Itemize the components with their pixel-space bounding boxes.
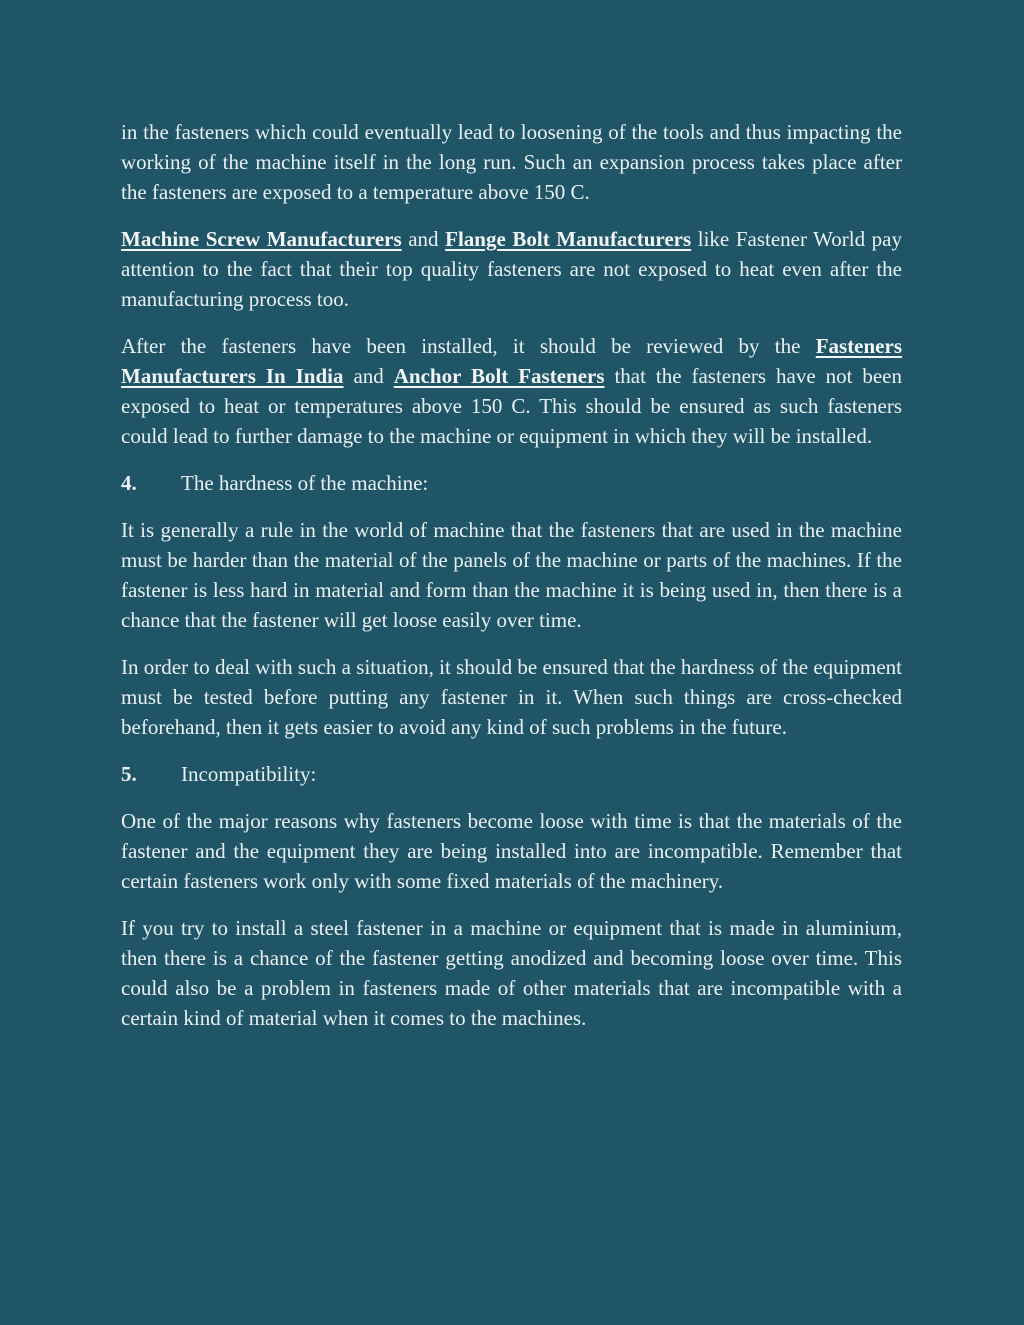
list-item-incompatibility — [121, 759, 902, 789]
link-fasteners-manufacturers-in-india[interactable]: Fasteners Manufacturers In India — [121, 334, 902, 388]
paragraph-text: that the fasteners have not been exposed to heat or temperatures above 150 C. This should be ensured as such fasteners could lead to further damage to the machine or equipment in which they will be installed. — [121, 364, 903, 448]
paragraph-hardness-testing: In order to deal with such a situation, it should be ensured that the hardness of the equipment must be tested before putting any fastener in it. When such things are cross-checked beforehand, then it gets easier to avoid any kind of such problems in the future. — [121, 655, 902, 739]
paragraph-text: and — [343, 364, 394, 388]
paragraph-hardness-rule: It is generally a rule in the world of machine that the fasteners that are used in the machine must be harder than the material of the panels of the machine or parts of the machines. If the fastener is less hard in material and form than the machine it is being used in, then there is a chance that the fastener will get loose easily over time. — [121, 518, 902, 632]
list-item-number: 4. — [121, 471, 137, 495]
paragraph-expansion: in the fasteners which could eventually lead to loosening of the tools and thus impacting the working of the machine itself in the long run. Such an expansion process takes place after the fasteners are exposed to a temperature above 150 C. — [121, 120, 902, 204]
list-item-hardness — [121, 468, 902, 498]
link-anchor-bolt-fasteners[interactable]: Anchor Bolt Fasteners — [393, 364, 605, 388]
list-item-label: The hardness of the machine: — [181, 471, 429, 495]
paragraph-text: After the fasteners have been installed, it should be reviewed by the — [121, 334, 816, 358]
paragraph-manufacturers-attention — [121, 224, 902, 314]
paragraph-text: like Fastener World pay attention to the fact that their top quality fasteners are not exposed to heat even after the manufacturing process too. — [121, 227, 903, 311]
link-flange-bolt-manufacturers[interactable]: Flange Bolt Manufacturers — [445, 227, 692, 251]
paragraph-incompatibility-reasons: One of the major reasons why fasteners become loose with time is that the materials of the fastener and the equipment they are being installed into are incompatible. Remember that certain fasteners work only with some fixed materials of the machinery. — [121, 809, 902, 893]
paragraph-review-after-install — [121, 331, 902, 451]
list-item-number: 5. — [121, 762, 137, 786]
link-machine-screw-manufacturers[interactable]: Machine Screw Manufacturers — [121, 227, 402, 251]
paragraph-steel-aluminium: If you try to install a steel fastener in a machine or equipment that is made in aluminium, then there is a chance of the fastener getting anodized and becoming loose over time. This could also be a problem in fasteners made of other materials that are incompatible with a certain kind of material when it comes to the machines. — [121, 916, 902, 1030]
paragraph-text: and — [401, 227, 446, 251]
list-item-label: Incompatibility: — [181, 762, 317, 786]
